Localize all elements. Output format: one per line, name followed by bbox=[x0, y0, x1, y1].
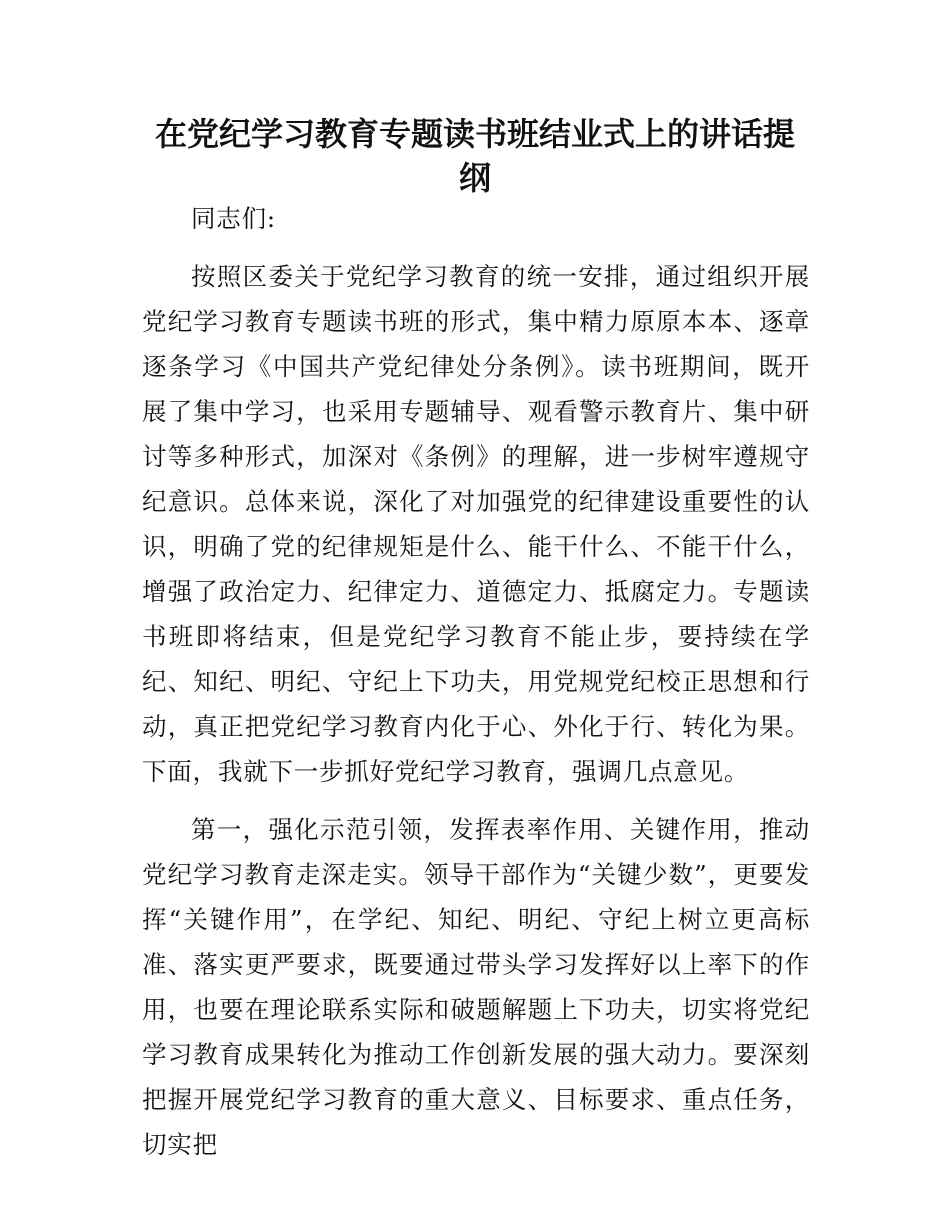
salutation: 同志们: bbox=[191, 204, 276, 233]
document-title: 在党纪学习教育专题读书班结业式上的讲话提纲 bbox=[154, 115, 795, 197]
paragraph-first-point: 第一，强化示范引领，发挥表率作用、关键作用，推动党纪学习教育走深走实。领导干部作为“关键少数”，更要发挥“关键作用”，在学纪、知纪、明纪、守纪上树立更高标准、落实更严要求，既要通过带头学习发挥好以上率下的作用，也要在理论联系实际和破题解题上下功夫，切实将党纪学习教育成果转化为推动工作创新发展的强大动力。要深刻把握开展党纪学习教育的重大意义、目标要求、重点任务，切实把 bbox=[142, 815, 810, 1159]
document-body bbox=[142, 196, 810, 1180]
paragraph-intro: 按照区委关于党纪学习教育的统一安排，通过组织开展党纪学习教育专题读书班的形式，集中精力原原本本、逐章逐条学习《中国共产党纪律处分条例》。读书班期间，既开展了集中学习，也采用专题辅导、观看警示教育片、集中研讨等多种形式，加深对《条例》的理解，进一步树牢遵规守纪意识。总体来说，深化了对加强党的纪律建设重要性的认识，明确了党的纪律规矩是什么、能干什么、不能干什么，增强了政治定力、纪律定力、道德定力、抵腐定力。专题读书班即将结束，但是党纪学习教育不能止步，要持续在学纪、知纪、明纪、守纪上下功夫，用党规党纪校正思想和行动，真正把党纪学习教育内化于心、外化于行、转化为果。下面，我就下一步抓好党纪学习教育，强调几点意见。 bbox=[142, 262, 810, 786]
